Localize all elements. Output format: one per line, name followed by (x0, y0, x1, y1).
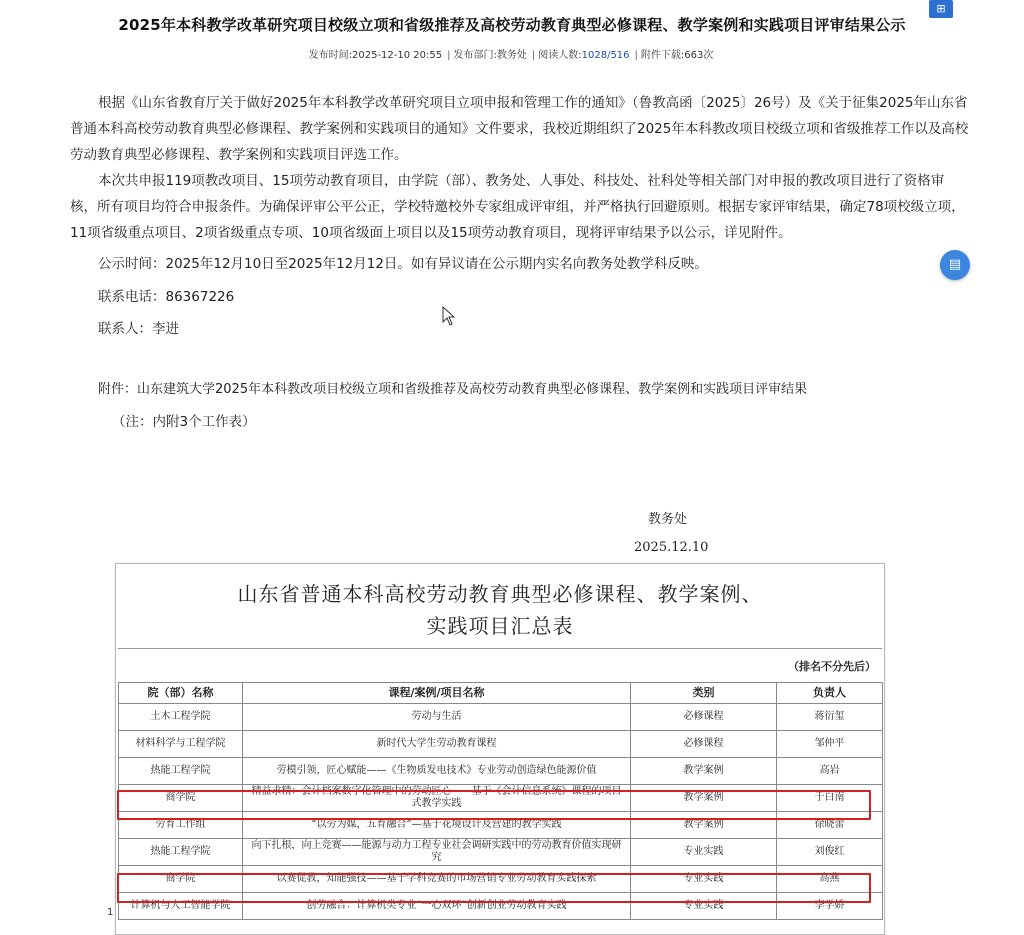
signature-date: 2025.12.10 (634, 540, 709, 555)
cell-college: 材料科学与工程学院 (119, 731, 243, 758)
paragraph-intro-text: 根据《山东省教育厅关于做好2025年本科教学改革研究项目立项申报和管理工作的通知》（鲁教高函〔2025〕26号）及《关于征集2025年山东省普通本科高校劳动教育典型必修课程、教学案例和实践项目的通知》文件要求，我校近期组织了2025年本科教改项目校级立项和省级推荐工作以及高校劳动教育典型必修课程、教学案例和实践项目评选工作。 (70, 95, 969, 163)
cell-category: 专业实践 (631, 866, 777, 893)
cell-project: 精益求精：会计档案数字化管理中的劳动匠心——基于《会计信息系统》课程的项目式教学实践 (243, 785, 631, 812)
cell-category: 教学案例 (631, 812, 777, 839)
cell-category: 教学案例 (631, 758, 777, 785)
sheet-title-line2: 实践项目汇总表 (426, 614, 574, 638)
cell-category: 必修课程 (631, 731, 777, 758)
paragraph-summary (70, 168, 970, 246)
cell-project: 劳模引领，匠心赋能——《生物质发电技术》专业劳动创造绿色能源价值 (243, 758, 631, 785)
publish-time: 2025-12-10 20:55 (352, 50, 443, 61)
cell-college: 劳育工作组 (119, 812, 243, 839)
table-row (119, 758, 883, 785)
paragraph-summary-text: 本次共申报119项教改项目、15项劳动教育项目，由学院（部）、教务处、人事处、科技处、社科处等相关部门对申报的教改项目进行了资格审核，所有项目均符合申报条件。为确保评审公平公正，学校特邀校外专家组成评审组，并严格执行回避原则。根据专家评审结果，确定78项校级立项，11项省级重点项目、2项省级重点专项、10项省级面上项目以及15项劳动教育项目，现将评审结果予以公示，详见附件。 (70, 173, 965, 241)
contact-phone: 联系电话：86367226 (98, 289, 235, 305)
cell-category: 专业实践 (631, 839, 777, 866)
paragraph-intro (70, 90, 970, 168)
reads-count: 1028/516 (581, 50, 630, 61)
cell-leader: 李学娇 (777, 893, 883, 920)
col-header-leader: 负责人 (777, 683, 883, 704)
cell-leader: 高岩 (777, 758, 883, 785)
signature-dept: 教务处 (648, 512, 688, 527)
cell-college: 商学院 (119, 866, 243, 893)
cell-leader: 邹仲平 (777, 731, 883, 758)
attachment-link[interactable]: 附件：山东建筑大学2025年本科教改项目校级立项和省级推荐及高校劳动教育典型必修课程、教学案例和实践项目评审结果 (98, 382, 808, 397)
dept-value: 教务处 (496, 50, 527, 61)
table-row (119, 704, 883, 731)
page-marker: 1 (107, 907, 114, 918)
article-meta: 发布时间:2025-12-10 20:55 | 发布部门:教务处 | 阅读人数:1028/516 | 附件下载:663次 (308, 50, 714, 61)
app-icon[interactable]: ⊞ (929, 0, 953, 18)
downloads-label: 附件下载: (640, 50, 685, 61)
sheet-title (116, 578, 884, 642)
page-title: 2025年本科教学改革研究项目校级立项和省级推荐及高校劳动教育典型必修课程、教学案例和实践项目评审结果公示 (118, 16, 906, 34)
sheet-note: （排名不分先后） (788, 660, 876, 673)
cell-leader: 高燕 (777, 866, 883, 893)
downloads-count: 663次 (684, 50, 714, 61)
cell-project: 新时代大学生劳动教育课程 (243, 731, 631, 758)
cell-college: 热能工程学院 (119, 758, 243, 785)
highlight-box (117, 873, 871, 903)
cell-category: 必修课程 (631, 704, 777, 731)
reads-label: 阅读人数: (538, 50, 582, 61)
col-header-category: 类别 (631, 683, 777, 704)
cell-leader: 徐晓蕾 (777, 812, 883, 839)
highlight-box (117, 790, 871, 820)
attachment-note: （注：内附3个工作表） (112, 414, 256, 430)
contact-person: 联系人：李进 (98, 321, 179, 337)
floating-panel-icon[interactable]: ▤ (940, 250, 970, 280)
table-row (119, 839, 883, 866)
sheet-title-line1: 山东省普通本科高校劳动教育典型必修课程、教学案例、 (237, 582, 763, 606)
cell-college: 商学院 (119, 785, 243, 812)
cell-category: 专业实践 (631, 893, 777, 920)
cell-college: 热能工程学院 (119, 839, 243, 866)
col-header-college: 院（部）名称 (119, 683, 243, 704)
cell-college: 土木工程学院 (119, 704, 243, 731)
table-header-row (119, 683, 883, 704)
table-row (119, 731, 883, 758)
notice-period: 公示时间：2025年12月10日至2025年12月12日。如有异议请在公示期内实名向教务处教学科反映。 (98, 256, 708, 272)
cell-project: 劳动与生活 (243, 704, 631, 731)
cell-category: 教学案例 (631, 785, 777, 812)
cell-project: 创劳融合：计算机类专业“一心双环”创新创业劳动教育实践 (243, 893, 631, 920)
cell-college: 计算机与人工智能学院 (119, 893, 243, 920)
cell-project: 以赛促教，知能强技——基于学科竞赛的市场营销专业劳动教育实践探索 (243, 866, 631, 893)
col-header-project: 课程/案例/项目名称 (243, 683, 631, 704)
publish-time-label: 发布时间: (308, 50, 352, 61)
cell-project: 向下扎根，向上竞赛——能源与动力工程专业社会调研实践中的劳动教育价值实现研究 (243, 839, 631, 866)
cell-project: “以劳为媒，五育融合”—基于花境设计及营建的教学实践 (243, 812, 631, 839)
mouse-cursor-icon (442, 306, 456, 326)
cell-leader: 刘俊红 (777, 839, 883, 866)
dept-label: 发布部门: (453, 50, 497, 61)
cell-leader: 蒋衍玺 (777, 704, 883, 731)
cell-leader: 于白南 (777, 785, 883, 812)
